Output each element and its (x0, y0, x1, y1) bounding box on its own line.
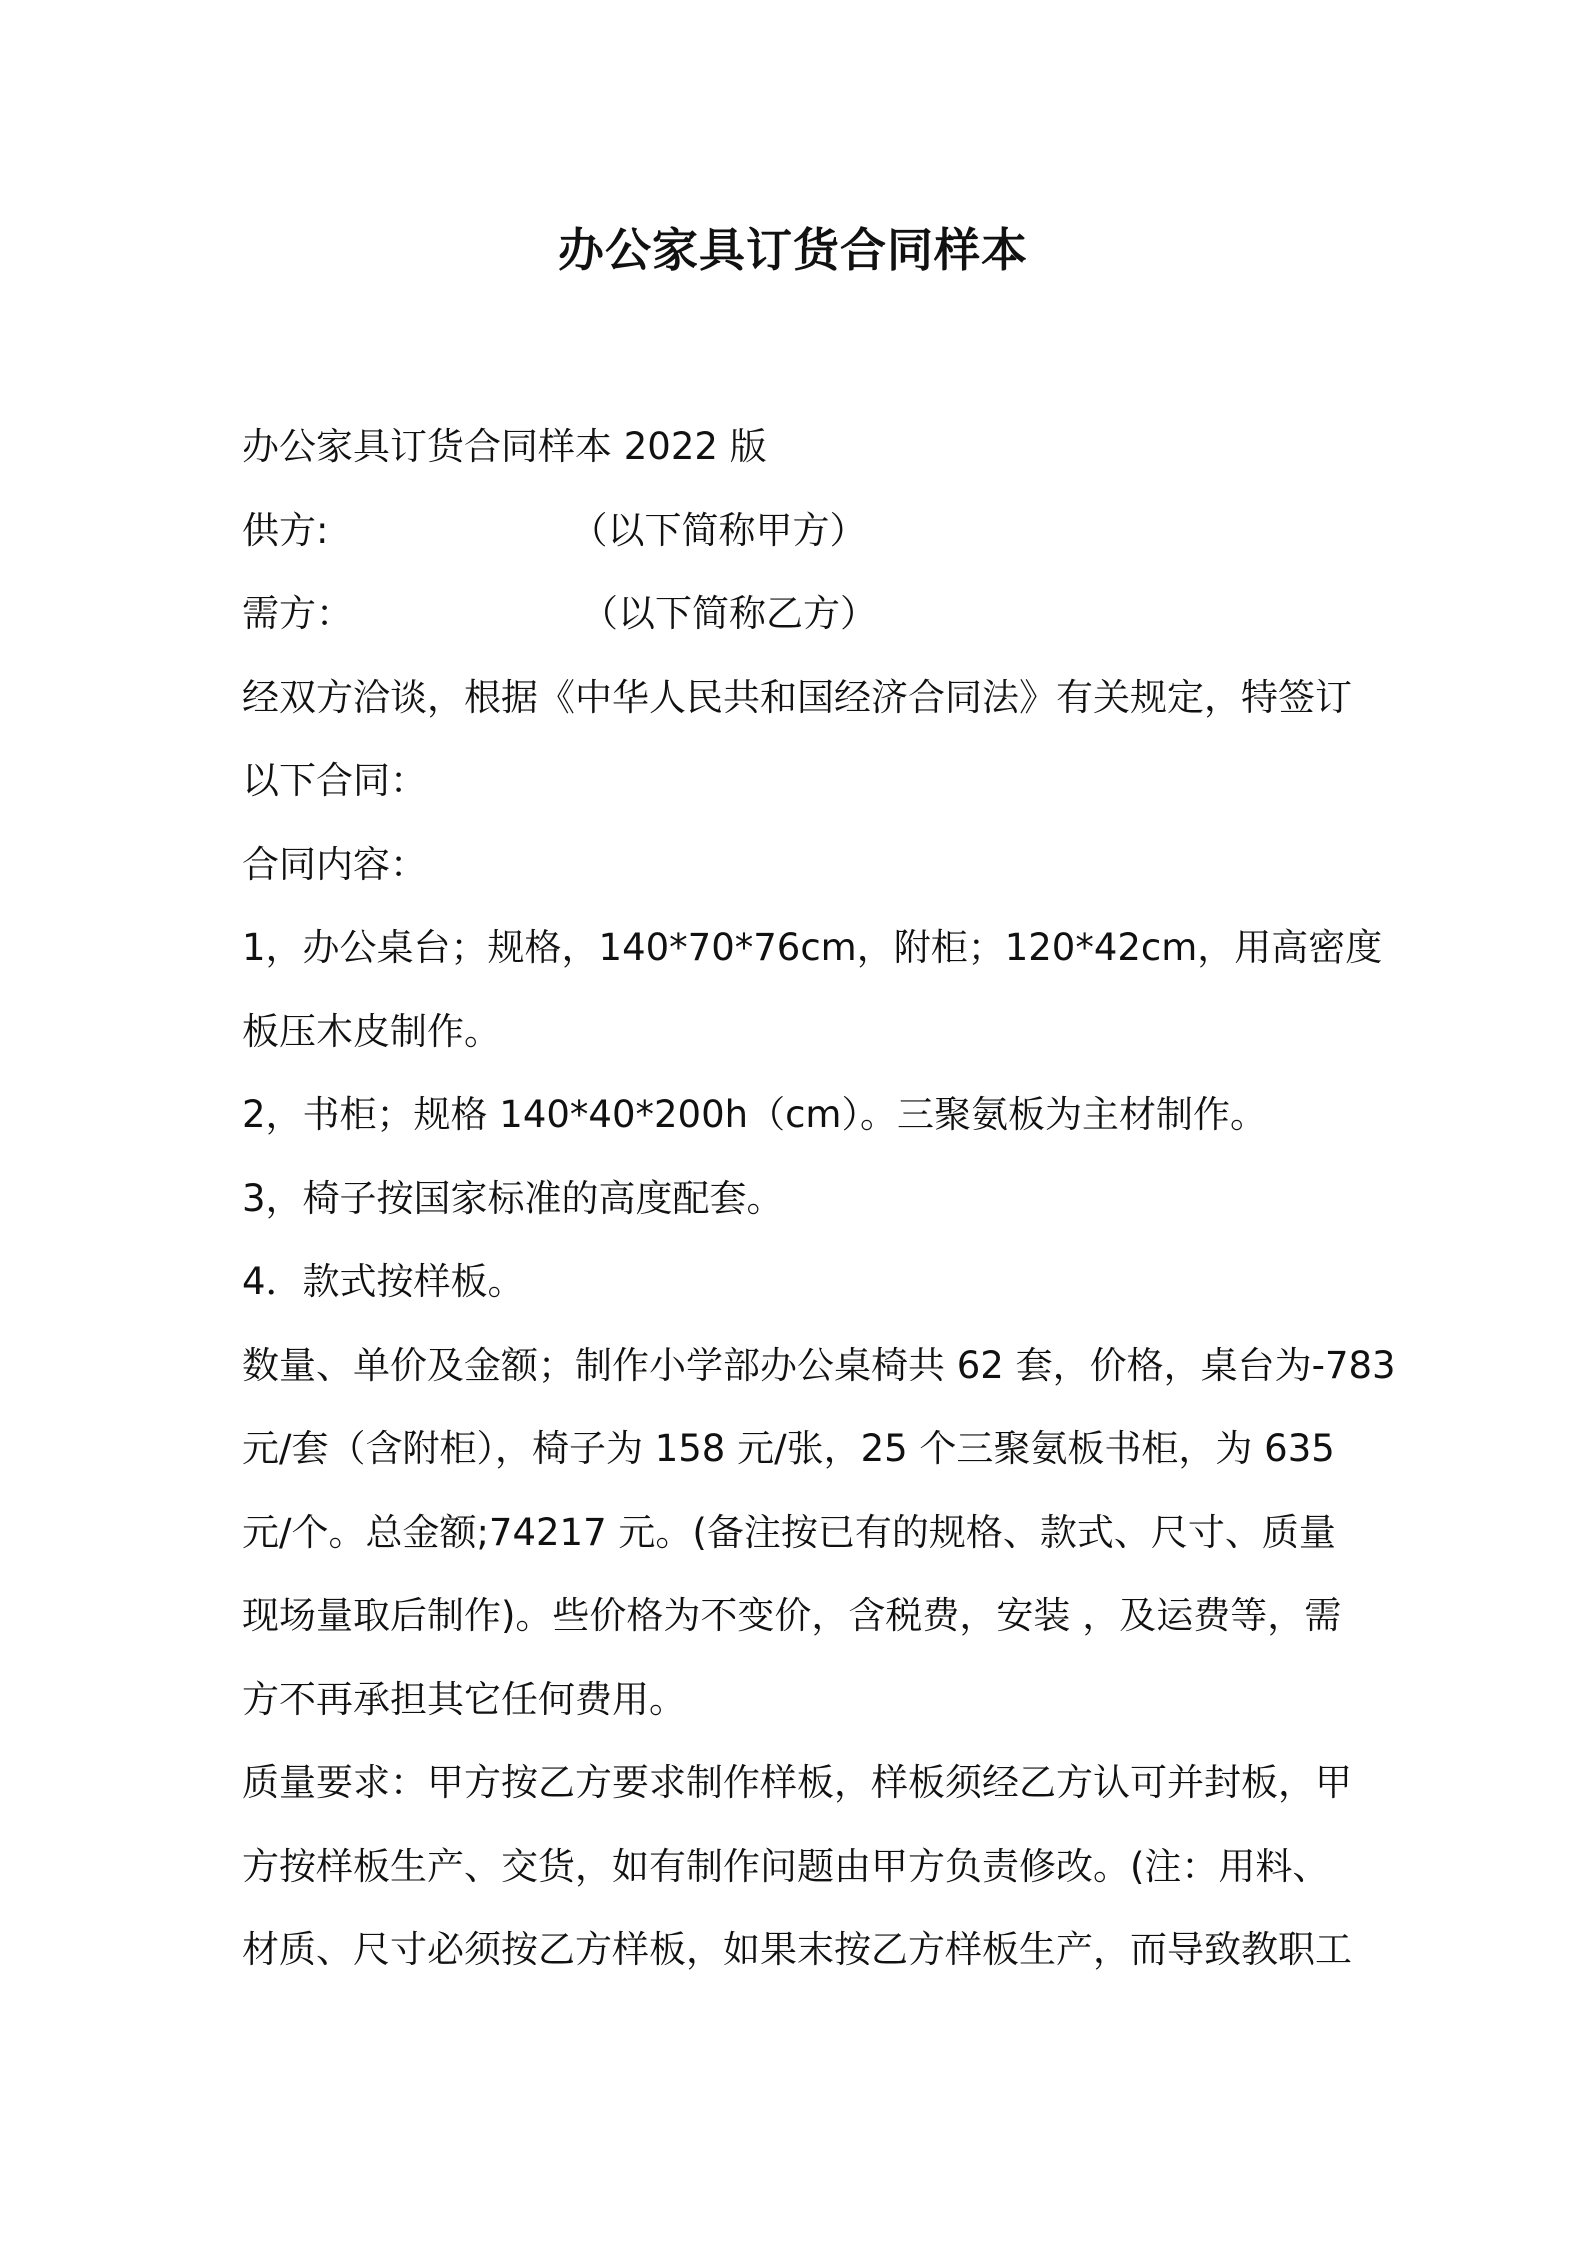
item-4-line: 4．款式按样板。 (242, 1260, 525, 1303)
quantity-price-line-1: 数量、单价及金额；制作小学部办公桌椅共 62 套，价格，桌台为-783 (242, 1343, 1396, 1387)
quality-line-3: 材质、尺寸必须按乙方样板，如果末按乙方样板生产，而导致教职工 (242, 1928, 1352, 1971)
preamble-line-1: 经双方洽谈，根据《中华人民共和国经济合同法》有关规定，特签订 (242, 675, 1352, 719)
contract-content-heading: 合同内容： (242, 842, 427, 886)
quantity-price-line-2: 元/套（含附柜），椅子为 158 元/张，25 个三聚氨板书柜，为 635 (242, 1427, 1335, 1470)
preamble-line-2: 以下合同： (242, 759, 427, 802)
buyer-line (242, 572, 1362, 656)
quality-line-1: 质量要求：甲方按乙方要求制作样板，样板须经乙方认可并封板，甲 (242, 1761, 1352, 1804)
item-1-line-2: 板压木皮制作。 (242, 1009, 501, 1053)
quantity-price-line-5: 方不再承担其它任何费用。 (242, 1677, 686, 1721)
item-3-line: 3，椅子按国家标准的高度配套。 (242, 1176, 784, 1220)
supplier-note: （以下简称甲方） (570, 508, 867, 552)
buyer-label: 需方： (242, 592, 353, 635)
version-line: 办公家具订货合同样本 2022 版 (242, 425, 767, 468)
supplier-label: 供方: (242, 508, 329, 552)
quantity-price-line-4: 现场量取后制作)。些价格为不变价，含税费，安装 ，及运费等，需 (242, 1594, 1342, 1637)
item-2-line: 2，书柜；规格 140*40*200h（cm）。三聚氨板为主材制作。 (242, 1093, 1267, 1136)
quantity-price-line-3: 元/个。总金额;74217 元。(备注按已有的规格、款式、尺寸、质量 (242, 1510, 1336, 1554)
document-title: 办公家具订货合同样本 (558, 223, 1028, 277)
quality-line-2: 方按样板生产、交货，如有制作问题由甲方负责修改。(注：用料、 (242, 1844, 1330, 1888)
buyer-note: （以下简称乙方） (581, 592, 877, 635)
item-1-line-1: 1，办公桌台；规格，140*70*76cm，附柜；120*42cm，用高密度 (242, 926, 1383, 969)
supplier-line (242, 489, 1362, 573)
document-body (242, 405, 1396, 1992)
